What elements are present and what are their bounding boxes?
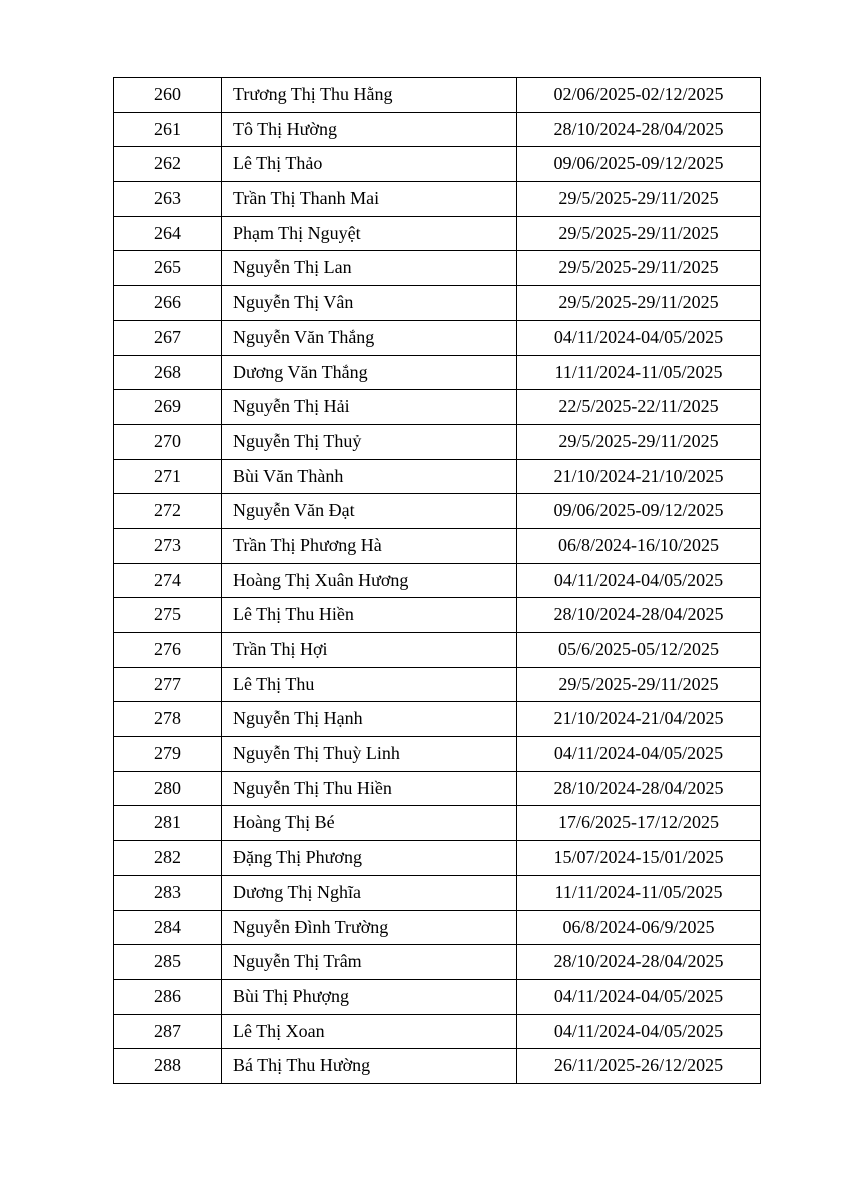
table-row: [114, 390, 761, 425]
person-name-cell: Nguyễn Thị Hạnh: [222, 702, 517, 737]
table-row: [114, 528, 761, 563]
table-row: [114, 355, 761, 390]
table-row: [114, 910, 761, 945]
date-range-cell: 29/5/2025-29/11/2025: [517, 286, 761, 321]
table-row: [114, 563, 761, 598]
row-number-cell: 273: [114, 528, 222, 563]
person-name-cell: Bá Thị Thu Hường: [222, 1049, 517, 1084]
person-name-cell: Trần Thị Phương Hà: [222, 528, 517, 563]
table-row: [114, 875, 761, 910]
date-range-cell: 28/10/2024-28/04/2025: [517, 112, 761, 147]
date-range-cell: 06/8/2024-16/10/2025: [517, 528, 761, 563]
row-number-cell: 282: [114, 841, 222, 876]
table-row: [114, 841, 761, 876]
person-name-cell: Trần Thị Thanh Mai: [222, 182, 517, 217]
row-number-cell: 262: [114, 147, 222, 182]
table-row: [114, 216, 761, 251]
table-row: [114, 78, 761, 113]
date-range-cell: 11/11/2024-11/05/2025: [517, 875, 761, 910]
person-name-cell: Nguyễn Thị Thuỳ Linh: [222, 737, 517, 772]
date-range-cell: 29/5/2025-29/11/2025: [517, 424, 761, 459]
row-number-cell: 271: [114, 459, 222, 494]
date-range-cell: 29/5/2025-29/11/2025: [517, 216, 761, 251]
table-row: [114, 320, 761, 355]
row-number-cell: 265: [114, 251, 222, 286]
date-range-cell: 28/10/2024-28/04/2025: [517, 598, 761, 633]
row-number-cell: 288: [114, 1049, 222, 1084]
person-name-cell: Lê Thị Xoan: [222, 1014, 517, 1049]
person-name-cell: Đặng Thị Phương: [222, 841, 517, 876]
person-name-cell: Bùi Văn Thành: [222, 459, 517, 494]
person-name-cell: Nguyễn Thị Thu Hiền: [222, 771, 517, 806]
row-number-cell: 286: [114, 979, 222, 1014]
person-name-cell: Trần Thị Hợi: [222, 633, 517, 668]
date-range-cell: 04/11/2024-04/05/2025: [517, 979, 761, 1014]
row-number-cell: 266: [114, 286, 222, 321]
date-range-cell: 26/11/2025-26/12/2025: [517, 1049, 761, 1084]
row-number-cell: 274: [114, 563, 222, 598]
date-range-cell: 04/11/2024-04/05/2025: [517, 563, 761, 598]
date-range-cell: 21/10/2024-21/10/2025: [517, 459, 761, 494]
row-number-cell: 272: [114, 494, 222, 529]
row-number-cell: 278: [114, 702, 222, 737]
person-name-cell: Nguyễn Thị Lan: [222, 251, 517, 286]
row-number-cell: 276: [114, 633, 222, 668]
date-range-cell: 22/5/2025-22/11/2025: [517, 390, 761, 425]
table-row: [114, 806, 761, 841]
row-number-cell: 284: [114, 910, 222, 945]
date-range-cell: 02/06/2025-02/12/2025: [517, 78, 761, 113]
table-row: [114, 737, 761, 772]
date-range-cell: 15/07/2024-15/01/2025: [517, 841, 761, 876]
person-name-cell: Nguyễn Thị Hải: [222, 390, 517, 425]
table-row: [114, 494, 761, 529]
person-name-cell: Nguyễn Thị Vân: [222, 286, 517, 321]
row-number-cell: 269: [114, 390, 222, 425]
row-number-cell: 281: [114, 806, 222, 841]
person-name-cell: Nguyễn Văn Đạt: [222, 494, 517, 529]
row-number-cell: 285: [114, 945, 222, 980]
date-range-cell: 04/11/2024-04/05/2025: [517, 1014, 761, 1049]
row-number-cell: 260: [114, 78, 222, 113]
row-number-cell: 275: [114, 598, 222, 633]
table-row: [114, 251, 761, 286]
person-name-cell: Nguyễn Thị Trâm: [222, 945, 517, 980]
row-number-cell: 264: [114, 216, 222, 251]
person-name-cell: Phạm Thị Nguyệt: [222, 216, 517, 251]
person-name-cell: Dương Văn Thắng: [222, 355, 517, 390]
person-name-cell: Trương Thị Thu Hằng: [222, 78, 517, 113]
date-range-cell: 29/5/2025-29/11/2025: [517, 251, 761, 286]
person-name-cell: Nguyễn Đình Trường: [222, 910, 517, 945]
row-number-cell: 261: [114, 112, 222, 147]
row-number-cell: 283: [114, 875, 222, 910]
person-name-cell: Nguyễn Thị Thuỷ: [222, 424, 517, 459]
date-range-cell: 28/10/2024-28/04/2025: [517, 771, 761, 806]
date-range-cell: 06/8/2024-06/9/2025: [517, 910, 761, 945]
table-row: [114, 424, 761, 459]
table-row: [114, 702, 761, 737]
date-range-cell: 05/6/2025-05/12/2025: [517, 633, 761, 668]
row-number-cell: 287: [114, 1014, 222, 1049]
date-range-cell: 09/06/2025-09/12/2025: [517, 494, 761, 529]
table-row: [114, 598, 761, 633]
row-number-cell: 268: [114, 355, 222, 390]
table-row: [114, 771, 761, 806]
row-number-cell: 270: [114, 424, 222, 459]
date-range-cell: 17/6/2025-17/12/2025: [517, 806, 761, 841]
table-row: [114, 112, 761, 147]
person-name-cell: Dương Thị Nghĩa: [222, 875, 517, 910]
records-table-body: [114, 78, 761, 1084]
person-name-cell: Hoàng Thị Xuân Hương: [222, 563, 517, 598]
table-row: [114, 147, 761, 182]
table-row: [114, 182, 761, 217]
date-range-cell: 21/10/2024-21/04/2025: [517, 702, 761, 737]
person-name-cell: Tô Thị Hường: [222, 112, 517, 147]
table-row: [114, 667, 761, 702]
table-row: [114, 286, 761, 321]
person-name-cell: Lê Thị Thảo: [222, 147, 517, 182]
date-range-cell: 11/11/2024-11/05/2025: [517, 355, 761, 390]
date-range-cell: 28/10/2024-28/04/2025: [517, 945, 761, 980]
person-name-cell: Lê Thị Thu Hiền: [222, 598, 517, 633]
table-row: [114, 945, 761, 980]
records-table: [113, 77, 761, 1084]
table-row: [114, 459, 761, 494]
table-row: [114, 633, 761, 668]
person-name-cell: Bùi Thị Phượng: [222, 979, 517, 1014]
person-name-cell: Nguyễn Văn Thắng: [222, 320, 517, 355]
date-range-cell: 04/11/2024-04/05/2025: [517, 737, 761, 772]
row-number-cell: 280: [114, 771, 222, 806]
date-range-cell: 09/06/2025-09/12/2025: [517, 147, 761, 182]
date-range-cell: 04/11/2024-04/05/2025: [517, 320, 761, 355]
row-number-cell: 267: [114, 320, 222, 355]
person-name-cell: Hoàng Thị Bé: [222, 806, 517, 841]
row-number-cell: 279: [114, 737, 222, 772]
date-range-cell: 29/5/2025-29/11/2025: [517, 667, 761, 702]
table-row: [114, 979, 761, 1014]
row-number-cell: 277: [114, 667, 222, 702]
row-number-cell: 263: [114, 182, 222, 217]
person-name-cell: Lê Thị Thu: [222, 667, 517, 702]
table-row: [114, 1014, 761, 1049]
date-range-cell: 29/5/2025-29/11/2025: [517, 182, 761, 217]
table-row: [114, 1049, 761, 1084]
